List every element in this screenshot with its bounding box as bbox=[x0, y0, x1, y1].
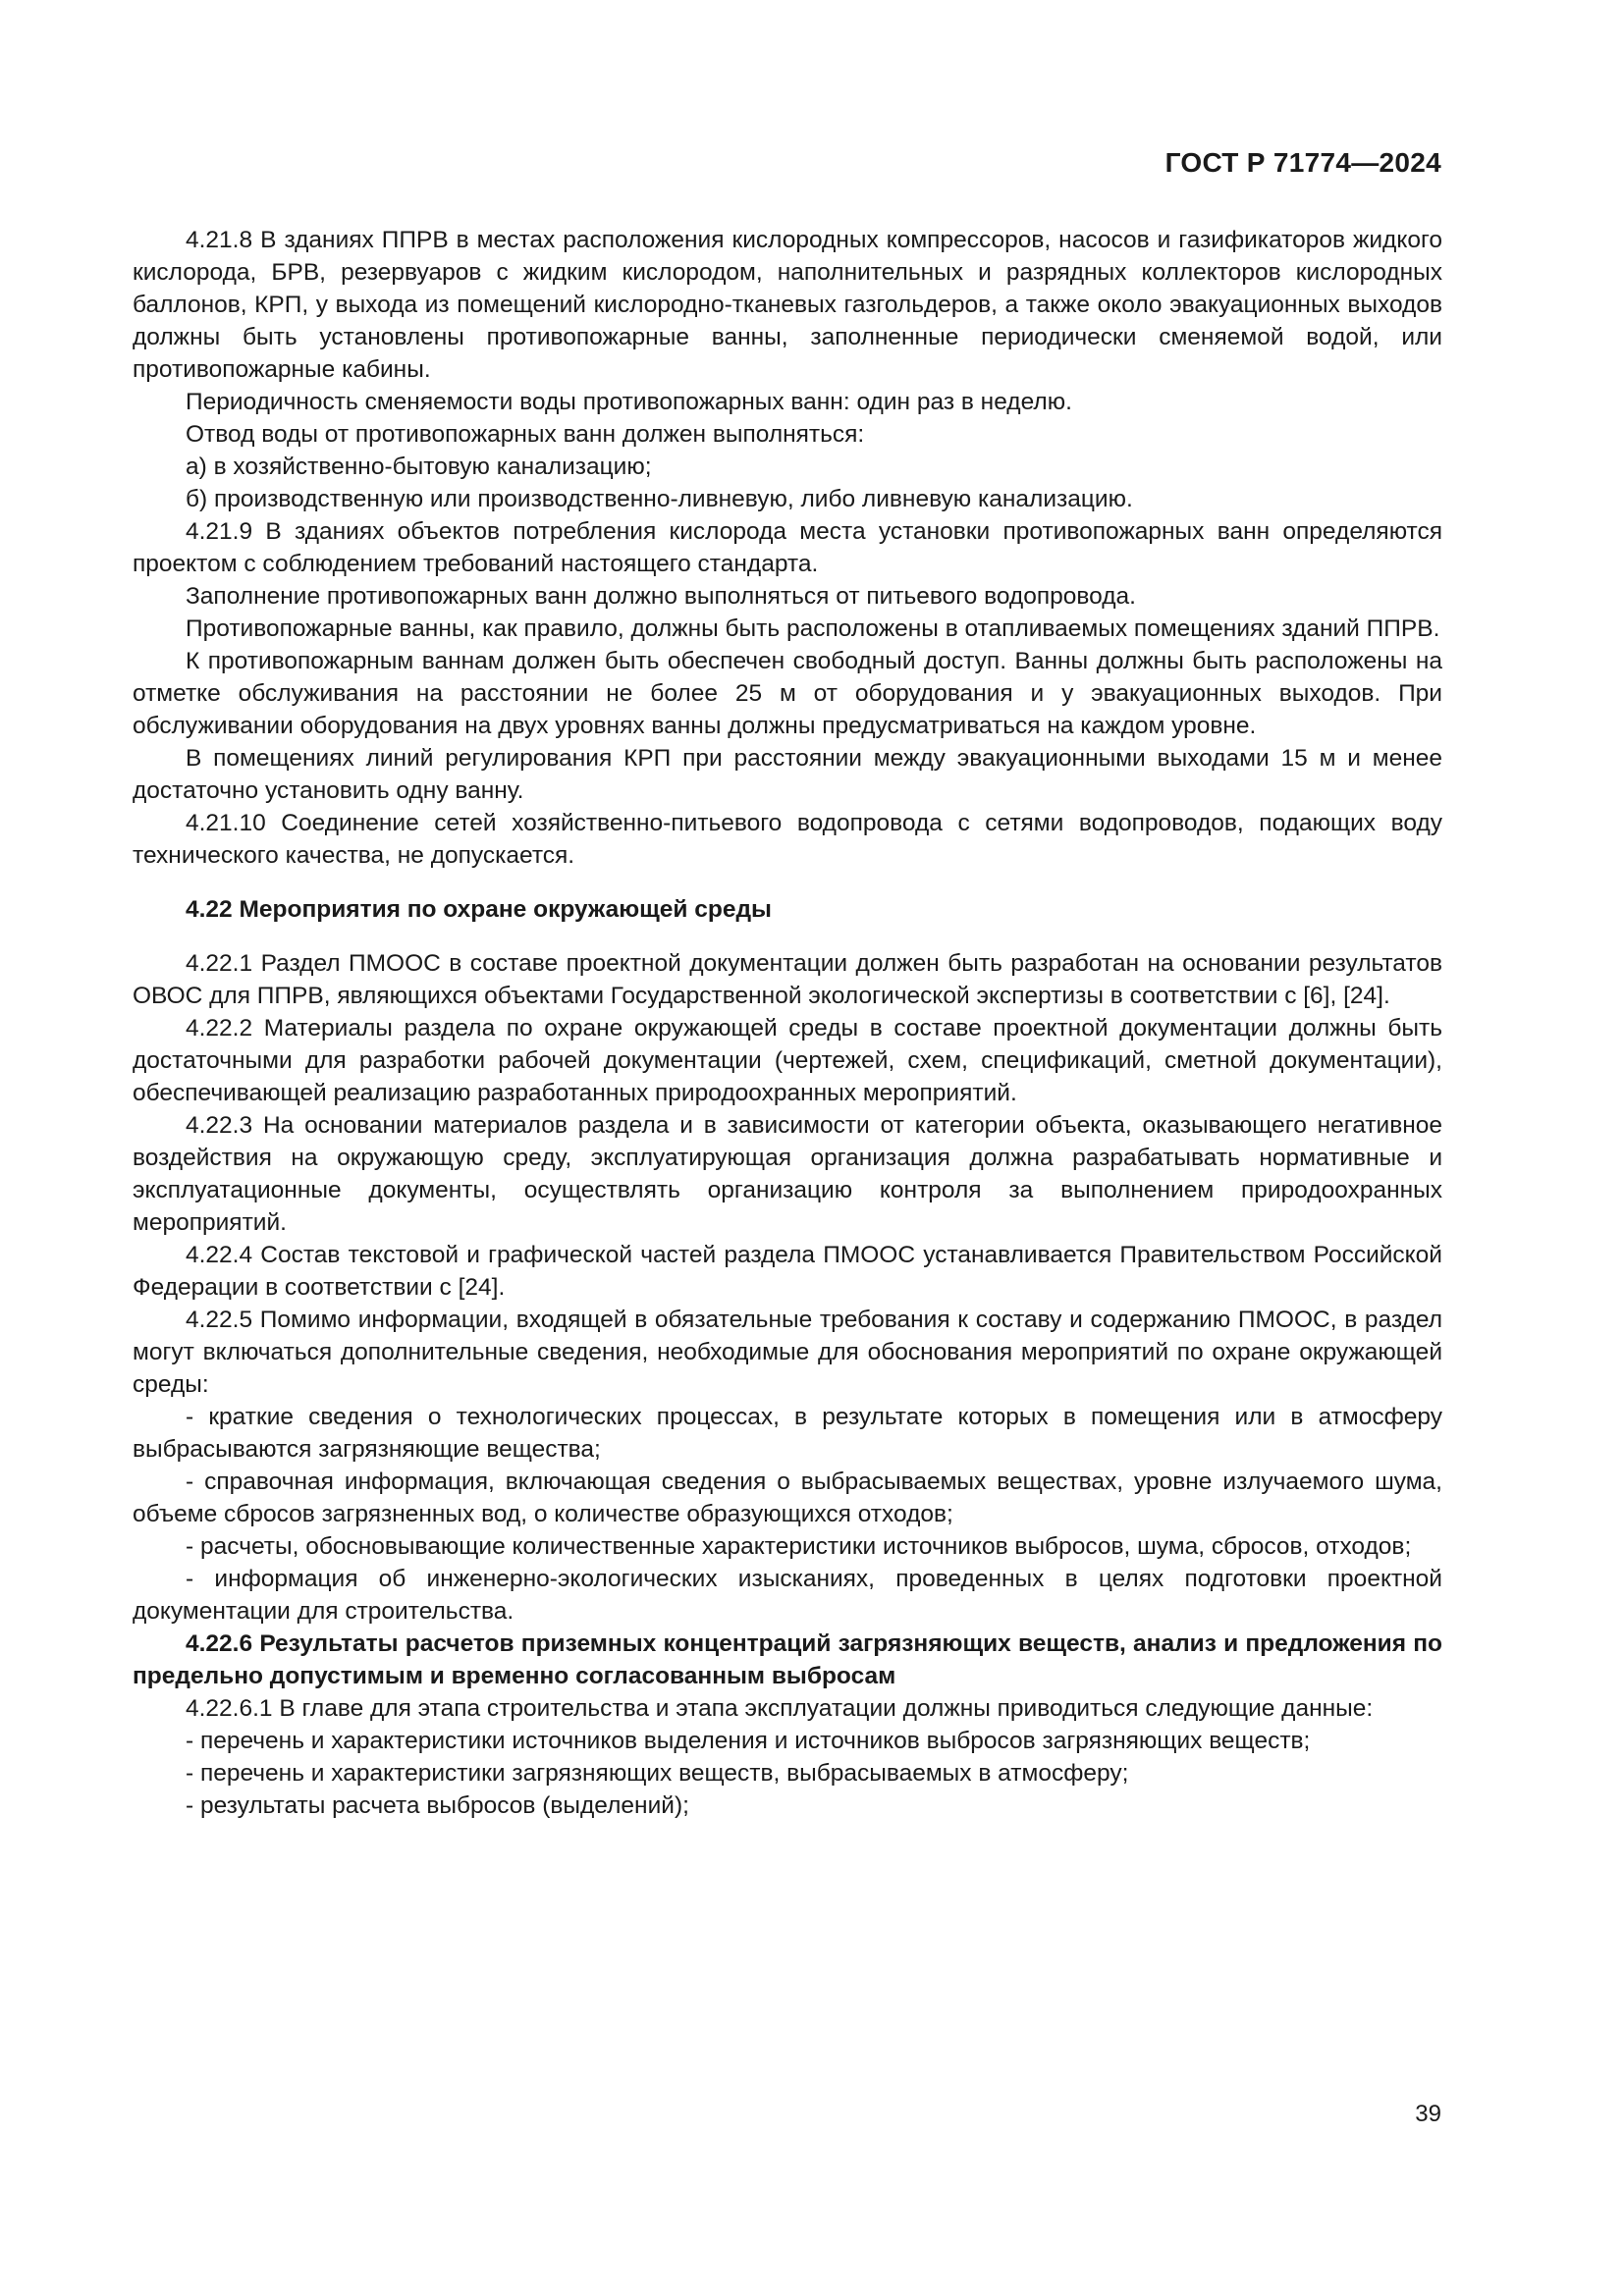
paragraph: Отвод воды от противопожарных ванн должен выполняться: bbox=[186, 421, 865, 448]
document-body bbox=[133, 224, 1442, 1822]
paragraph: 4.21.8 В зданиях ППРВ в местах расположения кислородных компрессоров, насосов и газификаторов жидкого кислорода, БРВ, резервуаров с жидким кислородом, наполнительных и разрядных коллекторов кислородных баллонов, КРП, у выхода из помещений кислородно-тканевых газгольдеров, а также около эвакуационных выходов должны быть установлены противопожарные ванны, заполненные периодически сменяемой водой, или противопожарные кабины. bbox=[133, 227, 1442, 383]
paragraph: 4.21.9 В зданиях объектов потребления кислорода места установки противопожарных ванн определяются проектом с соблюдением требований настоящего стандарта. bbox=[133, 518, 1442, 577]
paragraph: 4.22.2 Материалы раздела по охране окружающей среды в составе проектной документации должны быть достаточными для разработки рабочей документации (чертежей, схем, спецификаций, сметной документации), обеспечивающей реализацию разработанных природоохранных мероприятий. bbox=[133, 1015, 1442, 1106]
list-item: - перечень и характеристики загрязняющих веществ, выбрасываемых в атмосферу; bbox=[186, 1760, 1129, 1787]
paragraph: 4.22.4 Состав текстовой и графической частей раздела ПМООС устанавливается Правительством Российской Федерации в соответствии с [24]. bbox=[133, 1242, 1442, 1301]
page-number: 39 bbox=[1415, 2101, 1441, 2127]
paragraph: 4.22.5 Помимо информации, входящей в обязательные требования к составу и содержанию ПМООС, в раздел могут включаться дополнительные сведения, необходимые для обоснования мероприятий по охране окружающей среды: bbox=[133, 1307, 1442, 1398]
document-code: ГОСТ Р 71774—2024 bbox=[1164, 147, 1441, 178]
list-item: а) в хозяйственно-бытовую канализацию; bbox=[186, 454, 652, 480]
paragraph: 4.22.1 Раздел ПМООС в составе проектной документации должен быть разработан на основании результатов ОВОС для ППРВ, являющихся объектами Государственной экологической экспертизы в соответствии с [6], [24]. bbox=[133, 950, 1442, 1009]
subsection-heading: 4.22.6 Результаты расчетов приземных концентраций загрязняющих веществ, анализ и предложения по предельно допустимым и временно согласованным выбросам bbox=[133, 1630, 1442, 1689]
list-item: - расчеты, обосновывающие количественные характеристики источников выбросов, шума, сбросов, отходов; bbox=[186, 1533, 1412, 1560]
list-item: - информация об инженерно-экологических изысканиях, проведенных в целях подготовки проектной документации для строительства. bbox=[133, 1566, 1442, 1625]
paragraph: Периодичность сменяемости воды противопожарных ванн: один раз в неделю. bbox=[186, 389, 1072, 415]
paragraph: 4.22.3 На основании материалов раздела и в зависимости от категории объекта, оказывающего негативное воздействия на окружающую среду, эксплуатирующая организация должна разрабатывать нормативные и эксплуатационные документы, осуществлять организацию контроля за выполнением природоохранных мероприятий. bbox=[133, 1112, 1442, 1236]
list-item: б) производственную или производственно-ливневую, либо ливневую канализацию. bbox=[186, 486, 1133, 512]
paragraph: К противопожарным ваннам должен быть обеспечен свободный доступ. Ванны должны быть расположены на отметке обслуживания на расстоянии не более 25 м от оборудования и у эвакуационных выходов. При обслуживании оборудования на двух уровнях ванны должны предусматриваться на каждом уровне. bbox=[133, 648, 1442, 739]
paragraph: 4.22.6.1 В главе для этапа строительства и этапа эксплуатации должны приводиться следующие данные: bbox=[186, 1695, 1374, 1722]
list-item: - результаты расчета выбросов (выделений); bbox=[186, 1792, 689, 1819]
paragraph: 4.21.10 Соединение сетей хозяйственно-питьевого водопровода с сетями водопроводов, подающих воду технического качества, не допускается. bbox=[133, 810, 1442, 869]
paragraph: Заполнение противопожарных ванн должно выполняться от питьевого водопровода. bbox=[186, 583, 1136, 610]
list-item: - справочная информация, включающая сведения о выбрасываемых веществах, уровне излучаемого шума, объеме сбросов загрязненных вод, о количестве образующихся отходов; bbox=[133, 1468, 1442, 1527]
paragraph: В помещениях линий регулирования КРП при расстоянии между эвакуационными выходами 15 м и менее достаточно установить одну ванну. bbox=[133, 745, 1442, 804]
paragraph: Противопожарные ванны, как правило, должны быть расположены в отапливаемых помещениях зданий ППРВ. bbox=[186, 615, 1440, 642]
list-item: - краткие сведения о технологических процессах, в результате которых в помещения или в атмосферу выбрасываются загрязняющие вещества; bbox=[133, 1404, 1442, 1463]
list-item: - перечень и характеристики источников выделения и источников выбросов загрязняющих веществ; bbox=[186, 1728, 1311, 1754]
section-heading: 4.22 Мероприятия по охране окружающей среды bbox=[186, 896, 772, 923]
